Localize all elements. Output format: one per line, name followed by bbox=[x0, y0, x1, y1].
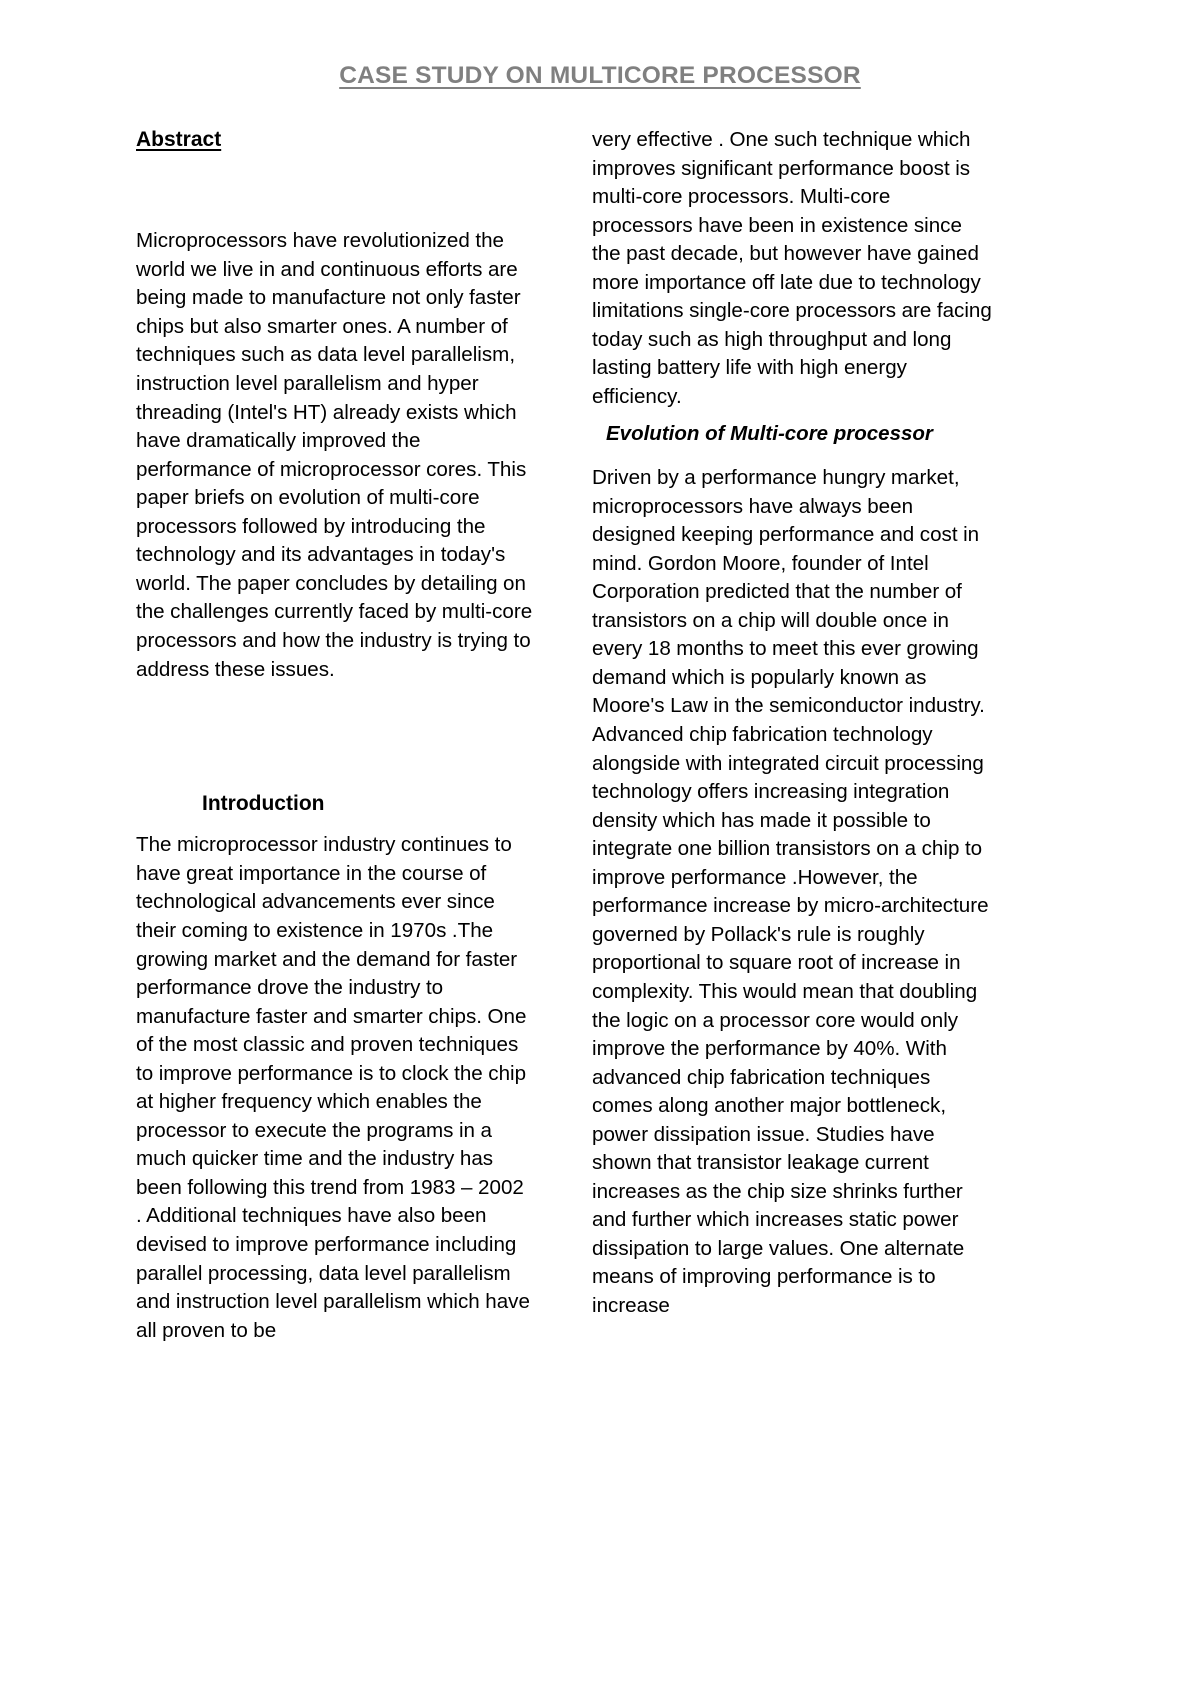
spacer bbox=[136, 817, 534, 831]
introduction-continuation-paragraph: very effective . One such technique which improves significant performance boost is multi-core processors. Multi-core processors have been in existence since the past decade, but however have gained more importance off late due to technology limitations single-core processors are facing today such as high throughput and long lasting battery life with high energy efficiency. bbox=[592, 128, 992, 408]
spacer bbox=[592, 411, 992, 421]
introduction-heading: Introduction bbox=[202, 792, 325, 816]
two-column-layout bbox=[0, 126, 1200, 1345]
introduction-paragraph: The microprocessor industry continues to have great importance in the course of technological advancements ever since their coming to existence in 1970s .The growing market and the demand for faster performance drove the industry to manufacture faster and smarter chips. One of the most classic and proven techniques to improve performance is to clock the chip at higher frequency which enables the processor to execute the programs in a much quicker time and the industry has been following this trend from 1983 – 2002 . Additional techniques have also been devised to improve performance including parallel processing, data level parallelism and instruction level parallelism which have all proven to be bbox=[136, 833, 530, 1342]
page-title: CASE STUDY ON MULTICORE PROCESSOR bbox=[339, 62, 861, 89]
evolution-heading: Evolution of Multi-core processor bbox=[606, 422, 933, 446]
spacer bbox=[592, 448, 992, 464]
spacer bbox=[136, 684, 534, 790]
left-column bbox=[136, 126, 544, 1345]
abstract-heading: Abstract bbox=[136, 128, 222, 151]
right-column bbox=[592, 126, 992, 1321]
evolution-paragraph: Driven by a performance hungry market, microprocessors have always been designed keeping performance and cost in mind. Gordon Moore, founder of Intel Corporation predicted that the number of transistors on a chip will double once in every 18 months to meet this ever growing demand which is popularly known as Moore's Law in the semiconductor industry. Advanced chip fabrication technology alongside with integrated circuit processing technology offers increasing integration density which has made it possible to integrate one billion transistors on a chip to improve performance .However, the performance increase by micro-architecture governed by Pollack's rule is roughly proportional to square root of increase in complexity. This would mean that doubling the logic on a processor core would only improve the performance by 40%. With advanced chip fabrication techniques comes along another major bottleneck, power dissipation issue. Studies have shown that transistor leakage current increases as the chip size shrinks further and further which increases static power dissipation to large values. One alternate means of improving performance is to increase bbox=[592, 466, 989, 1317]
abstract-paragraph: Microprocessors have revolutionized the world we live in and continuous efforts are being made to manufacture not only faster chips but also smarter ones. A number of techniques such as data level parallelism, instruction level parallelism and hyper threading (Intel's HT) already exists which have dramatically improved the performance of microprocessor cores. This paper briefs on evolution of multi-core processors followed by introducing the technology and its advantages in today's world. The paper concludes by detailing on the challenges currently faced by multi-core processors and how the industry is trying to address these issues. bbox=[136, 229, 533, 681]
spacer bbox=[136, 153, 534, 227]
